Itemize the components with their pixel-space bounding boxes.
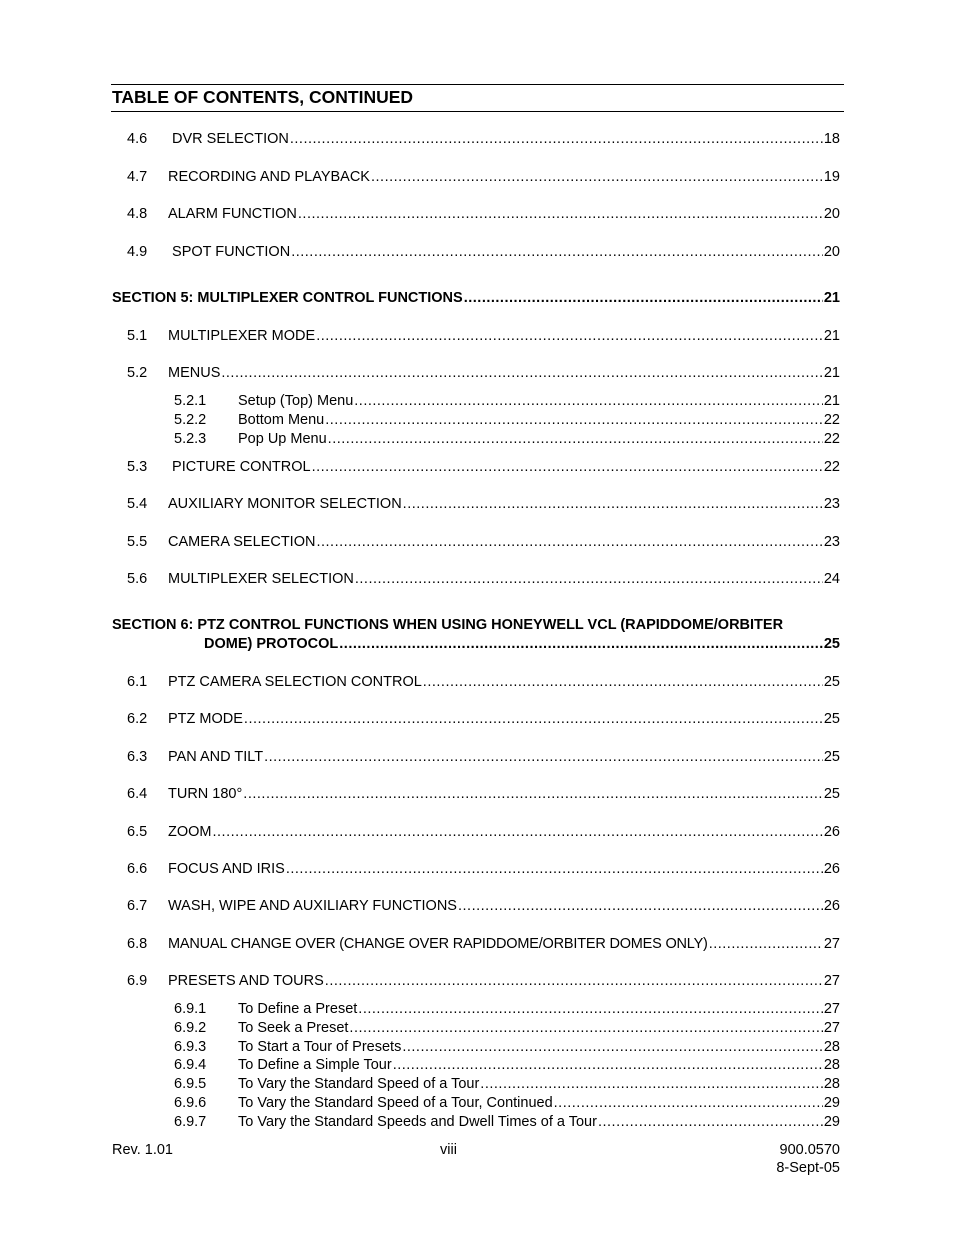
toc-entry-6-9[interactable] (127, 972, 840, 990)
dot-leader (709, 935, 823, 953)
toc-subentry-6-9-2[interactable] (174, 1019, 840, 1037)
toc-entry-number: 5.4 (127, 496, 148, 512)
toc-entry-title: To Define a Simple Tour (238, 1057, 392, 1073)
toc-entry-title: PRESETS AND TOURS (168, 973, 324, 989)
toc-entry-page: 20 (823, 244, 840, 260)
toc-section-title-line2: DOME) PROTOCOL (204, 636, 339, 652)
toc-subentry-6-9-5[interactable] (174, 1075, 840, 1093)
toc-entry-number: 6.7 (127, 898, 148, 914)
toc-entry-page: 28 (823, 1076, 840, 1092)
toc-entry-number: 6.9.6 (174, 1095, 207, 1111)
dot-leader (328, 430, 823, 448)
toc-entry-6-7[interactable] (127, 897, 840, 915)
toc-entry-5-5[interactable] (127, 533, 840, 551)
footer-revision: Rev. 1.01 (112, 1142, 173, 1158)
toc-entry-title: Bottom Menu (238, 412, 325, 428)
dot-leader (464, 289, 823, 307)
toc-entry-page: 19 (823, 169, 840, 185)
toc-entry-6-3[interactable] (127, 748, 840, 766)
toc-entry-title: SPOT FUNCTION (168, 244, 291, 260)
dot-leader (312, 458, 823, 476)
toc-entry-4-8[interactable] (127, 205, 840, 223)
toc-entry-page: 18 (823, 131, 840, 147)
toc-section-page: 21 (823, 290, 840, 306)
toc-entry-page: 25 (823, 711, 840, 727)
toc-entry-page: 29 (823, 1095, 840, 1111)
toc-entry-title: PTZ CAMERA SELECTION CONTROL (168, 674, 422, 690)
dot-leader (393, 1056, 823, 1074)
footer-page-number: viii (440, 1142, 457, 1158)
toc-entry-page: 25 (823, 674, 840, 690)
toc-entry-number: 5.2.3 (174, 431, 207, 447)
header-top-rule (111, 84, 844, 85)
toc-entry-number: 6.9.5 (174, 1076, 207, 1092)
toc-entry-page: 23 (823, 534, 840, 550)
dot-leader (291, 243, 823, 261)
toc-entry-page: 28 (823, 1057, 840, 1073)
toc-entry-page: 24 (823, 571, 840, 587)
toc-entry-title: ZOOM (168, 824, 212, 840)
dot-leader (264, 748, 823, 766)
toc-entry-6-6[interactable] (127, 860, 840, 878)
toc-entry-title: PAN AND TILT (168, 749, 264, 765)
toc-entry-6-8[interactable] (127, 935, 840, 953)
toc-subentry-6-9-7[interactable] (174, 1113, 840, 1131)
toc-entry-title: CAMERA SELECTION (168, 534, 316, 550)
footer-doc-number: 900.0570 (779, 1142, 840, 1158)
toc-entry-6-5[interactable] (127, 823, 840, 841)
toc-entry-4-6[interactable] (127, 130, 840, 148)
dot-leader (480, 1075, 823, 1093)
toc-subentry-5-2-1[interactable] (174, 392, 840, 410)
footer-date: 8-Sept-05 (776, 1160, 840, 1176)
toc-entry-number: 6.2 (127, 711, 148, 727)
toc-entry-page: 22 (823, 459, 840, 475)
toc-subentry-5-2-3[interactable] (174, 430, 840, 448)
toc-entry-6-1[interactable] (127, 673, 840, 691)
dot-leader (598, 1113, 823, 1131)
toc-entry-number: 4.8 (127, 206, 148, 222)
dot-leader (371, 168, 823, 186)
toc-entry-page: 26 (823, 861, 840, 877)
dot-leader (423, 673, 823, 691)
toc-entry-5-1[interactable] (127, 327, 840, 345)
toc-entry-title: To Vary the Standard Speed of a Tour, Continued (238, 1095, 553, 1111)
toc-entry-title: PTZ MODE (168, 711, 243, 727)
toc-entry-title: MANUAL CHANGE OVER (CHANGE OVER RAPIDDOME/ORBITER DOMES ONLY) (168, 936, 708, 952)
toc-section-title: SECTION 5: MULTIPLEXER CONTROL FUNCTIONS (112, 290, 463, 306)
toc-entry-number: 6.9.1 (174, 1001, 207, 1017)
toc-entry-number: 5.6 (127, 571, 148, 587)
toc-subentry-6-9-4[interactable] (174, 1056, 840, 1074)
dot-leader (243, 785, 823, 803)
toc-entry-title: AUXILIARY MONITOR SELECTION (168, 496, 402, 512)
dot-leader (286, 860, 823, 878)
dot-leader (325, 411, 823, 429)
toc-entry-title: PICTURE CONTROL (168, 459, 311, 475)
toc-entry-number: 5.2.1 (174, 393, 207, 409)
toc-entry-page: 21 (823, 393, 840, 409)
toc-section-6[interactable] (112, 616, 840, 654)
dot-leader (298, 205, 823, 223)
toc-entry-number: 6.8 (127, 936, 148, 952)
toc-entry-title: WASH, WIPE AND AUXILIARY FUNCTIONS (168, 898, 457, 914)
toc-entry-number: 6.3 (127, 749, 148, 765)
header-bottom-rule (111, 111, 844, 112)
toc-entry-title: ALARM FUNCTION (168, 206, 297, 222)
toc-entry-number: 6.6 (127, 861, 148, 877)
toc-entry-number: 4.7 (127, 169, 148, 185)
toc-entry-4-7[interactable] (127, 168, 840, 186)
toc-entry-page: 25 (823, 749, 840, 765)
toc-entry-number: 4.9 (127, 244, 148, 260)
toc-entry-6-4[interactable] (127, 785, 840, 803)
toc-entry-number: 6.4 (127, 786, 148, 802)
toc-entry-number: 5.1 (127, 328, 148, 344)
dot-leader (325, 972, 823, 990)
toc-entry-page: 26 (823, 824, 840, 840)
dot-leader (221, 364, 822, 382)
toc-entry-6-2[interactable] (127, 710, 840, 728)
toc-entry-5-6[interactable] (127, 570, 840, 588)
toc-entry-number: 4.6 (127, 131, 148, 147)
dot-leader (354, 392, 823, 410)
dot-leader (355, 570, 823, 588)
toc-entry-page: 22 (823, 412, 840, 428)
toc-entry-page: 27 (823, 973, 840, 989)
dot-leader (403, 495, 823, 513)
toc-entry-title: To Vary the Standard Speeds and Dwell Times of a Tour (238, 1114, 597, 1130)
toc-entry-page: 22 (823, 431, 840, 447)
toc-entry-page: 20 (823, 206, 840, 222)
toc-entry-page: 21 (823, 365, 840, 381)
toc-entry-title: RECORDING AND PLAYBACK (168, 169, 370, 185)
toc-entry-5-3[interactable] (127, 458, 840, 476)
footer-doc-info (740, 1141, 840, 1177)
dot-leader (554, 1094, 823, 1112)
toc-entry-number: 6.9.4 (174, 1057, 207, 1073)
toc-subentry-6-9-3[interactable] (174, 1038, 840, 1056)
toc-entry-title: TURN 180° (168, 786, 243, 802)
toc-entry-number: 6.9.2 (174, 1020, 207, 1036)
toc-entry-page: 27 (823, 936, 840, 952)
toc-entry-number: 6.9.3 (174, 1039, 207, 1055)
toc-entry-page: 27 (823, 1001, 840, 1017)
toc-section-5[interactable] (112, 289, 840, 307)
toc-entry-title: To Vary the Standard Speed of a Tour (238, 1076, 480, 1092)
toc-entry-number: 5.5 (127, 534, 148, 550)
toc-entry-number: 5.3 (127, 459, 148, 475)
toc-entry-title: To Define a Preset (238, 1001, 358, 1017)
dot-leader (349, 1019, 822, 1037)
toc-entry-title: MULTIPLEXER MODE (168, 328, 316, 344)
toc-subentry-6-9-1[interactable] (174, 1000, 840, 1018)
toc-entry-page: 25 (823, 786, 840, 802)
toc-entry-title: To Seek a Preset (238, 1020, 349, 1036)
toc-entry-page: 28 (823, 1039, 840, 1055)
toc-entry-title: Pop Up Menu (238, 431, 327, 447)
toc-entry-title: To Start a Tour of Presets (238, 1039, 402, 1055)
toc-entry-title: MULTIPLEXER SELECTION (168, 571, 354, 587)
toc-section-title-line2-row (204, 635, 840, 654)
dot-leader (458, 897, 823, 915)
dot-leader (213, 823, 823, 841)
toc-entry-title: MENUS (168, 365, 221, 381)
toc-subentry-6-9-6[interactable] (174, 1094, 840, 1112)
toc-entry-5-2[interactable] (127, 364, 840, 382)
toc-entry-5-4[interactable] (127, 495, 840, 513)
dot-leader (290, 130, 823, 148)
toc-entry-number: 5.2.2 (174, 412, 207, 428)
toc-entry-title: FOCUS AND IRIS (168, 861, 285, 877)
toc-section-page: 25 (823, 636, 840, 652)
toc-entry-number: 6.9 (127, 973, 148, 989)
toc-section-title-line1: SECTION 6: PTZ CONTROL FUNCTIONS WHEN USING HONEYWELL VCL (RAPIDDOME/ORBITER (112, 617, 784, 633)
dot-leader (402, 1038, 823, 1056)
toc-entry-title: Setup (Top) Menu (238, 393, 354, 409)
page-title: TABLE OF CONTENTS, CONTINUED (112, 87, 414, 107)
dot-leader (316, 533, 822, 551)
toc-entry-page: 26 (823, 898, 840, 914)
toc-entry-number: 6.5 (127, 824, 148, 840)
toc-entry-number: 5.2 (127, 365, 148, 381)
toc-entry-number: 6.1 (127, 674, 148, 690)
toc-entry-page: 23 (823, 496, 840, 512)
toc-entry-title: DVR SELECTION (168, 131, 289, 147)
toc-entry-page: 21 (823, 328, 840, 344)
toc-entry-page: 29 (823, 1114, 840, 1130)
dot-leader (339, 635, 823, 654)
toc-entry-page: 27 (823, 1020, 840, 1036)
toc-entry-number: 6.9.7 (174, 1114, 207, 1130)
toc-entry-4-9[interactable] (127, 243, 840, 261)
dot-leader (358, 1000, 823, 1018)
dot-leader (244, 710, 823, 728)
toc-subentry-5-2-2[interactable] (174, 411, 840, 429)
dot-leader (316, 327, 823, 345)
